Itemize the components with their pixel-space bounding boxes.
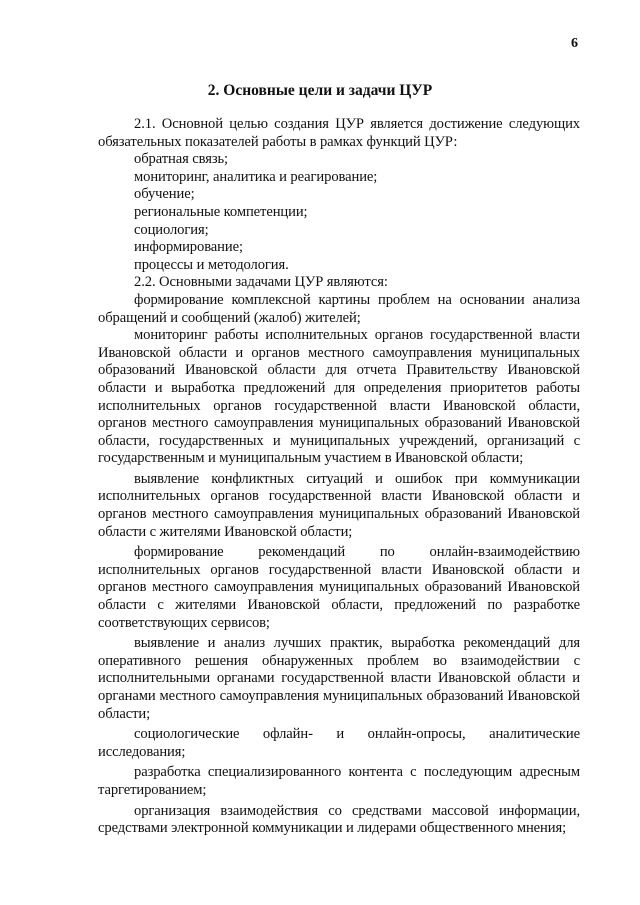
paragraph-2-1: 2.1. Основной целью создания ЦУР является достижение следующих обязательных показателей работы в рамках функций ЦУР:	[98, 116, 580, 150]
list-item-informing: информирование;	[134, 239, 243, 256]
task-item: мониторинг работы исполнительных органов государственной власти Ивановской области и органов местного самоуправления муниципальных образований Ивановской области для отчета Правительству Ивановской области и выработка предложений для определения приоритетов работы исполнительных органов государственной власти Ивановской области, органов местного самоуправления муниципальных образований Ивановской области, государственных и муниципальных учреждений, организаций с государственным и муниципальным участием в Ивановской области;	[98, 327, 580, 467]
task-item: разработка специализированного контента с последующим адресным таргетированием;	[98, 764, 580, 798]
task-item: организация взаимодействия со средствами массовой информации, средствами электронной коммуникации и лидерами общественного мнения;	[98, 802, 580, 837]
page-number: 6	[571, 36, 578, 51]
list-item-feedback: обратная связь;	[134, 151, 229, 168]
list-item-training: обучение;	[134, 186, 195, 203]
list-item-monitoring: мониторинг, аналитика и реагирование;	[134, 168, 378, 185]
task-item: формирование рекомендаций по онлайн-взаимодействию исполнительных органов государственной власти Ивановской области и органов местного самоуправления муниципальных образований Ивановской области с жителями Ивановской области, предложений по разработке соответствующих сервисов;	[98, 544, 580, 631]
list-item-sociology: социология;	[134, 221, 209, 238]
task-item: выявление и анализ лучших практик, выработка рекомендаций для оперативного решения обнаруженных проблем во взаимодействии с исполнительными органами государственной власти Ивановской области и органами местного самоуправления муниципальных образований Ивановской области;	[98, 635, 580, 722]
paragraph-2-2: 2.2. Основными задачами ЦУР являются:	[134, 274, 388, 291]
task-item: формирование комплексной картины проблем на основании анализа обращений и сообщений (жалоб) жителей;	[98, 291, 580, 326]
task-item: выявление конфликтных ситуаций и ошибок при коммуникации исполнительных органов государственной власти Ивановской области и органов местного самоуправления муниципальных образований Ивановской области с жителями Ивановской области;	[98, 470, 580, 540]
list-item-regional: региональные компетенции;	[134, 203, 308, 220]
list-item-processes: процессы и методология.	[134, 256, 289, 273]
document-body	[98, 116, 580, 838]
section-title: 2. Основные цели и задачи ЦУР	[207, 82, 433, 99]
task-item: социологические офлайн- и онлайн-опросы, аналитические исследования;	[98, 726, 580, 760]
